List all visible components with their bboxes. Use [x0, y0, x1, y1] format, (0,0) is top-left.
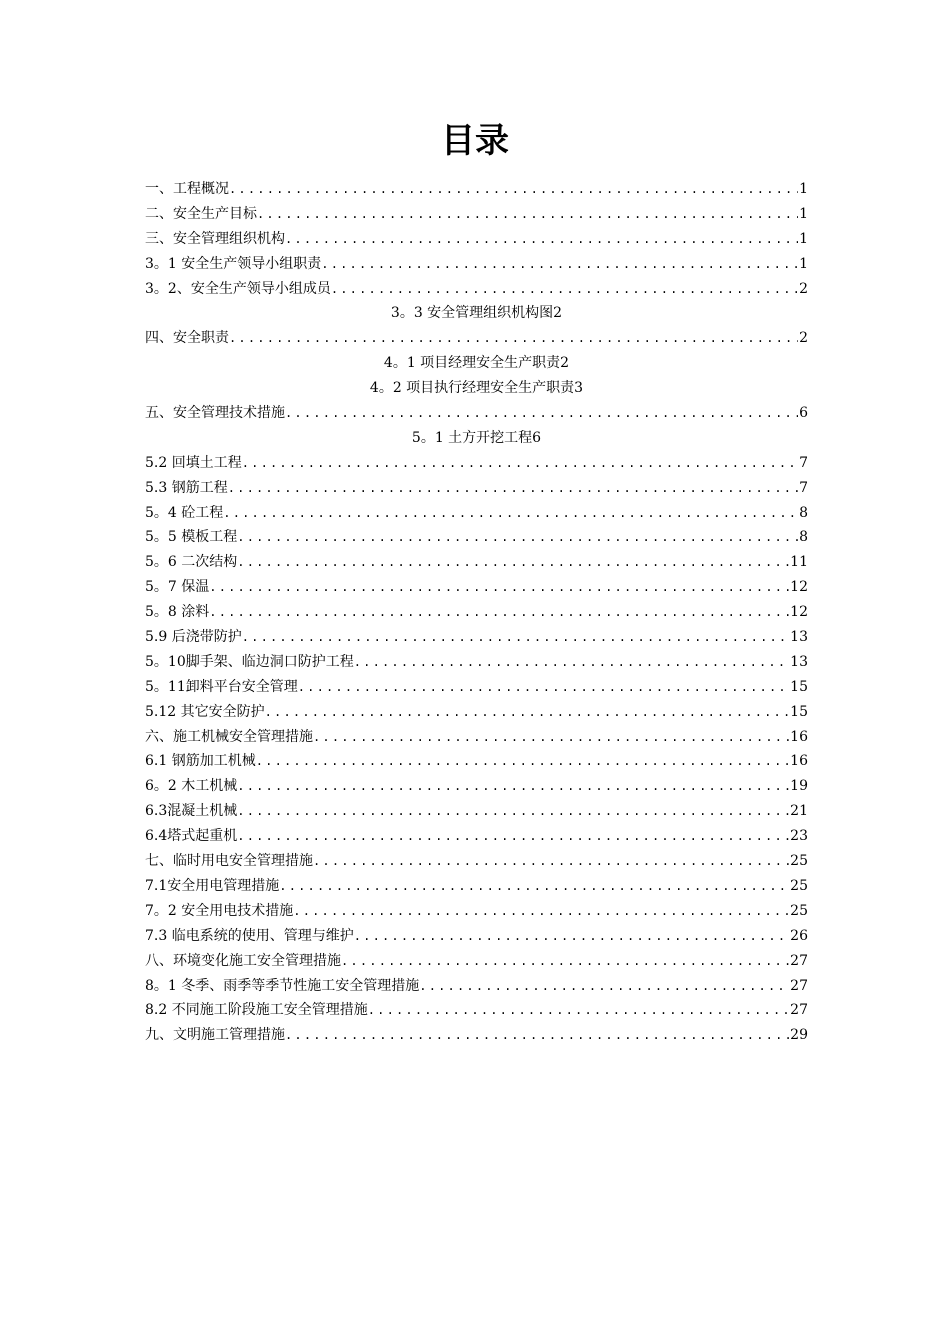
toc-entry-label: 3。3 安全管理组织机构图2	[390, 305, 563, 322]
toc-entry[interactable]	[145, 227, 808, 252]
toc-leader-dots	[368, 998, 789, 1023]
toc-leader-dots	[209, 575, 789, 600]
toc-entry[interactable]	[145, 874, 808, 899]
toc-entry[interactable]	[145, 600, 808, 625]
toc-leader-dots	[341, 949, 789, 974]
toc-page-number: 26	[790, 927, 808, 944]
toc-entry[interactable]	[145, 1023, 808, 1048]
toc-entry[interactable]	[145, 451, 808, 476]
toc-entry-label: 5。5 模板工程	[145, 529, 238, 546]
toc-entry-label: 6。2 木工机械	[145, 778, 238, 795]
toc-entry[interactable]	[145, 277, 808, 302]
toc-entry[interactable]	[145, 476, 808, 501]
toc-page-number: 8	[799, 529, 808, 546]
toc-entry-label: 6.4塔式起重机	[145, 828, 238, 845]
toc-entry-label: 六、施工机械安全管理措施	[145, 728, 313, 745]
toc-entry[interactable]	[145, 252, 808, 277]
toc-entry[interactable]	[145, 774, 808, 799]
toc-entry-label: 7.3 临电系统的使用、管理与维护	[145, 927, 354, 944]
toc-entry[interactable]	[145, 949, 808, 974]
toc-leader-dots	[279, 874, 789, 899]
toc-entry-label: 5。6 二次结构	[145, 554, 238, 571]
toc-leader-dots	[237, 799, 789, 824]
toc-entry-label: 6.3混凝土机械	[145, 803, 238, 820]
toc-entry-label: 五、安全管理技术措施	[145, 405, 285, 422]
toc-entry-label: 5.9 后浇带防护	[145, 629, 242, 646]
toc-page-number: 6	[799, 405, 808, 422]
toc-leader-dots	[321, 252, 798, 277]
toc-leader-dots	[223, 501, 798, 526]
toc-entry-label: 7.1安全用电管理措施	[145, 877, 280, 894]
toc-page-number: 15	[790, 678, 808, 695]
toc-page-number: 12	[790, 604, 808, 621]
toc-leader-dots	[293, 899, 789, 924]
toc-leader-dots	[354, 924, 789, 949]
toc-entry-label: 8.2 不同施工阶段施工安全管理措施	[145, 1002, 368, 1019]
toc-page-number: 25	[790, 877, 808, 894]
toc-leader-dots	[298, 675, 789, 700]
toc-page-number: 7	[799, 454, 808, 471]
toc-entry[interactable]	[145, 899, 808, 924]
toc-page-number: 1	[799, 181, 808, 197]
toc-entry-label: 4。2 项目执行经理安全生产职责3	[369, 380, 584, 397]
toc-page-number: 1	[799, 205, 808, 222]
toc-entry[interactable]	[145, 501, 808, 526]
table-of-contents	[145, 177, 808, 1048]
toc-leader-dots	[209, 600, 789, 625]
toc-leader-dots	[285, 1023, 789, 1048]
toc-entry-label: 3。1 安全生产领导小组职责	[145, 255, 322, 272]
toc-leader-dots	[229, 326, 798, 351]
toc-page-number: 25	[790, 853, 808, 870]
toc-entry-label: 七、临时用电安全管理措施	[145, 853, 313, 870]
toc-entry[interactable]	[145, 824, 808, 849]
toc-leader-dots	[419, 974, 789, 999]
toc-entry-label: 四、安全职责	[145, 330, 229, 347]
toc-page-number: 2	[799, 330, 808, 347]
page-title: 目录	[441, 121, 509, 161]
toc-page-number: 1	[799, 255, 808, 272]
toc-entry[interactable]	[145, 326, 808, 351]
toc-page-number: 13	[790, 629, 808, 646]
toc-leader-dots	[229, 177, 798, 202]
toc-leader-dots	[313, 725, 789, 750]
toc-entry-label: 5。11卸料平台安全管理	[145, 678, 298, 695]
toc-page-number: 7	[799, 479, 808, 496]
toc-leader-dots	[257, 202, 798, 227]
toc-entry[interactable]	[145, 177, 808, 202]
toc-entry[interactable]	[145, 351, 808, 376]
toc-entry[interactable]	[145, 401, 808, 426]
toc-leader-dots	[331, 277, 798, 302]
toc-entry[interactable]	[145, 550, 808, 575]
toc-entry[interactable]	[145, 849, 808, 874]
toc-entry[interactable]	[145, 426, 808, 451]
toc-page-number: 12	[790, 579, 808, 596]
toc-entry[interactable]	[145, 301, 808, 326]
toc-leader-dots	[242, 451, 798, 476]
toc-page-number: 25	[790, 902, 808, 919]
toc-entry[interactable]	[145, 700, 808, 725]
toc-leader-dots	[354, 650, 789, 675]
toc-leader-dots	[228, 476, 798, 501]
toc-leader-dots	[242, 625, 789, 650]
toc-entry[interactable]	[145, 625, 808, 650]
toc-page-number: 23	[790, 828, 808, 845]
toc-entry-label: 5。8 涂料	[145, 604, 210, 621]
toc-entry-label: 4。1 项目经理安全生产职责2	[383, 355, 570, 372]
toc-page-number: 11	[790, 554, 808, 571]
toc-entry[interactable]	[145, 675, 808, 700]
toc-entry-label: 三、安全管理组织机构	[145, 230, 285, 247]
toc-entry-label: 八、环境变化施工安全管理措施	[145, 952, 341, 969]
toc-leader-dots	[285, 227, 798, 252]
toc-leader-dots	[285, 401, 798, 426]
toc-entry-label: 5。4 砼工程	[145, 504, 224, 521]
toc-entry[interactable]	[145, 376, 808, 401]
toc-leader-dots	[237, 824, 789, 849]
toc-page-number: 29	[790, 1027, 808, 1044]
toc-entry-label: 3。2、安全生产领导小组成员	[145, 280, 331, 297]
toc-page-number: 1	[799, 230, 808, 247]
toc-leader-dots	[313, 849, 789, 874]
toc-entry-label: 7。2 安全用电技术措施	[145, 902, 294, 919]
toc-entry-label: 5.2 回填土工程	[145, 454, 242, 471]
toc-leader-dots	[256, 749, 789, 774]
toc-entry-label: 二、安全生产目标	[145, 205, 257, 222]
toc-entry-label: 5。7 保温	[145, 579, 210, 596]
toc-page-number: 13	[790, 653, 808, 670]
toc-entry-label: 5。1 土方开挖工程6	[411, 429, 542, 446]
toc-page-number: 27	[790, 977, 808, 994]
toc-entry[interactable]	[145, 998, 808, 1023]
toc-entry[interactable]	[145, 650, 808, 675]
toc-page-number: 19	[790, 778, 808, 795]
toc-leader-dots	[237, 525, 798, 550]
toc-page-number: 27	[790, 952, 808, 969]
toc-page-number: 16	[790, 753, 808, 770]
toc-entry-label: 一、工程概况	[145, 181, 229, 197]
toc-entry-label: 5.12 其它安全防护	[145, 703, 265, 720]
toc-page-number: 27	[790, 1002, 808, 1019]
toc-page-number: 15	[790, 703, 808, 720]
toc-entry[interactable]	[145, 575, 808, 600]
toc-entry[interactable]	[145, 749, 808, 774]
toc-entry-label: 5。10脚手架、临边洞口防护工程	[145, 653, 354, 670]
toc-page-number: 2	[799, 280, 808, 297]
toc-page-number: 8	[799, 504, 808, 521]
toc-leader-dots	[237, 774, 789, 799]
toc-page-number: 21	[790, 803, 808, 820]
toc-entry[interactable]	[145, 525, 808, 550]
toc-entry-label: 九、文明施工管理措施	[145, 1027, 285, 1044]
toc-entry[interactable]	[145, 974, 808, 999]
toc-entry[interactable]	[145, 924, 808, 949]
toc-page-number: 16	[790, 728, 808, 745]
toc-entry-label: 8。1 冬季、雨季等季节性施工安全管理措施	[145, 977, 420, 994]
toc-entry-label: 6.1 钢筋加工机械	[145, 753, 256, 770]
toc-leader-dots	[237, 550, 789, 575]
toc-entry-label: 5.3 钢筋工程	[145, 479, 228, 496]
toc-leader-dots	[265, 700, 790, 725]
toc-entry[interactable]	[145, 725, 808, 750]
toc-entry[interactable]	[145, 799, 808, 824]
toc-entry[interactable]	[145, 202, 808, 227]
